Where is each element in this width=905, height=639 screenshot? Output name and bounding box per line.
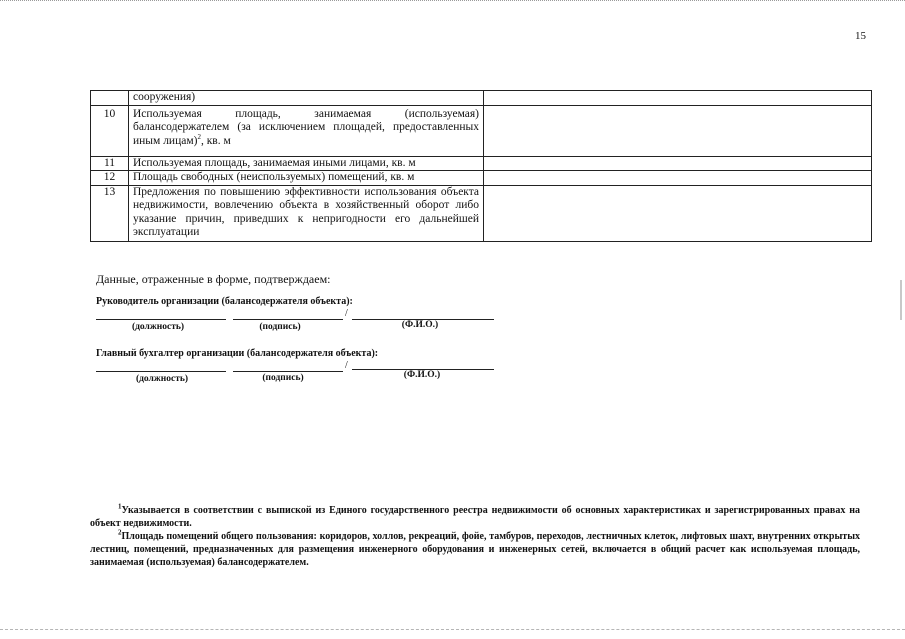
position-label: (должность) — [135, 374, 189, 384]
row-number-cell — [91, 91, 129, 106]
row-number-cell: 10 — [91, 105, 129, 156]
footnote-text: Указывается в соответствии с выпиской из Единого государственного реестра недвижимости об основных характеристиках и зарегистрированных правах на объект недвижимости. — [90, 505, 860, 529]
table-row — [91, 171, 872, 186]
row-name-text: Используемая площадь, занимаемая (используемая) балансодержателем (за исключением площадей, предоставленных иным лицам) — [133, 107, 479, 147]
row-number-cell: 11 — [91, 156, 129, 171]
full-name-label: (Ф.И.О.) — [403, 370, 441, 380]
row-name-cell: Предложения по повышению эффективности использования объекта недвижимости, вовлечению объекта в хозяйственный оборот либо указание причин, приведших к непригодности его дальнейшей эксплуатации — [129, 185, 484, 241]
table-row — [91, 156, 872, 171]
row-number-cell: 12 — [91, 171, 129, 186]
scan-edge-bottom — [0, 629, 905, 634]
position-label: (должность) — [131, 322, 185, 332]
footnote-1 — [90, 504, 860, 530]
table-row — [91, 105, 872, 156]
table-row — [91, 91, 872, 106]
row-name-cell — [129, 105, 484, 156]
full-name-label: (Ф.И.О.) — [401, 320, 439, 330]
signature-slash: / — [345, 360, 348, 371]
row-value-cell — [484, 91, 872, 106]
row-value-cell — [484, 156, 872, 171]
row-name-unit: , кв. м — [200, 134, 231, 147]
footnote-2 — [90, 530, 860, 569]
row-number-cell: 13 — [91, 185, 129, 241]
row-value-cell — [484, 171, 872, 186]
position-line[interactable] — [96, 371, 226, 372]
footnote-mark: 2 — [118, 528, 122, 537]
row-name-cell: Площадь свободных (неиспользуемых) помещений, кв. м — [129, 171, 484, 186]
footnote-text: Площадь помещений общего пользования: коридоров, холлов, рекреаций, фойе, тамбуров, переходов, лестничных клеток, лифтовых шахт, внутренних открытых лестниц, помещений, предназначенных для размещения инженерного оборудования и инженерных сетей, включается в общий расчет как используемая площадь, занимаемая (используемая) балансодержателем. — [90, 531, 860, 568]
page-number: 15 — [855, 30, 866, 42]
row-name-cell: Используемая площадь, занимаемая иными лицами, кв. м — [129, 156, 484, 171]
signature-label: (подпись) — [262, 373, 304, 383]
signature-slash: / — [345, 308, 348, 319]
footnote-mark: 1 — [118, 502, 122, 511]
accountant-signature-caption: Главный бухгалтер организации (балансодержателя объекта): — [96, 348, 379, 359]
signature-label: (подпись) — [259, 322, 301, 332]
confirmation-text: Данные, отраженные в форме, подтверждаем: — [96, 272, 331, 286]
position-line[interactable] — [96, 319, 226, 320]
row-value-cell — [484, 185, 872, 241]
row-name-cell: сооружения) — [129, 91, 484, 106]
footnotes — [90, 504, 860, 569]
head-signature-caption: Руководитель организации (балансодержателя объекта): — [96, 296, 353, 307]
scan-edge-top — [0, 0, 905, 5]
scan-side-mark — [900, 280, 902, 320]
row-value-cell — [484, 105, 872, 156]
signature-line[interactable] — [233, 371, 343, 372]
table-row — [91, 185, 872, 241]
signature-line[interactable] — [233, 319, 343, 320]
footnote-ref: 2 — [197, 132, 201, 141]
form-table — [90, 90, 872, 242]
